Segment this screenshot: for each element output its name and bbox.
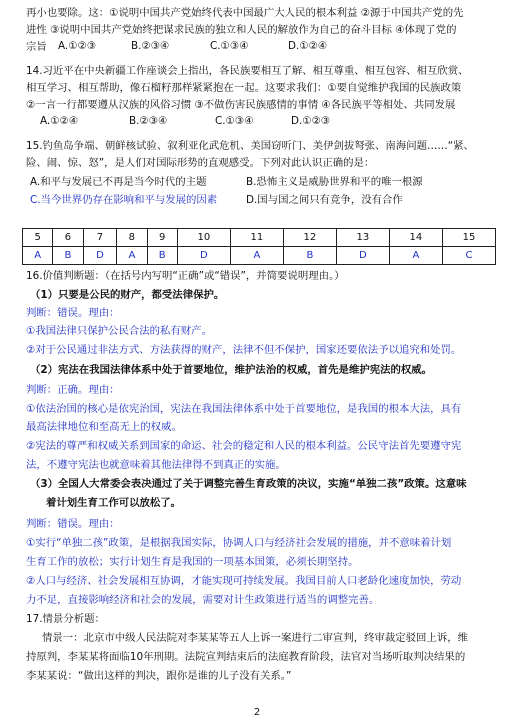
answer-letter: B: [53, 247, 83, 265]
intro-line-1: 再小也要除。这：①说明中国共产党始终代表中国最广大人民的根本利益 ②源于中国共产党的先: [26, 7, 464, 19]
page-number: 2: [253, 707, 261, 718]
q16-answer-2-1: ①依法治国的核心是依宪治国，宪法在我国法律体系中处于首要地位，是我国的根本大法，具有: [26, 403, 462, 415]
q14-option-d: D.①②③: [291, 115, 331, 127]
answer-number: 10: [177, 229, 230, 247]
intro-option-a: A.①②③: [58, 40, 97, 52]
q14-option-a: A.①②④: [40, 115, 79, 127]
q14-line-3: ②一言一行都要遵从汉族的风俗习惯 ③不做伤害民族感情的事情 ④各民族平等相处、共同发展: [26, 99, 456, 111]
answer-number: 7: [83, 229, 117, 247]
answer-number: 15: [442, 229, 495, 247]
answer-letter: B: [283, 247, 336, 265]
q16-answer-3-2: 生育工作的放松；实行计划生育是我国的一项基本国策，必须长期坚持。: [26, 556, 359, 568]
q14-line-2: 相互学习、相互帮助，像石榴籽那样紧紧抱在一起。这要求我们：①要自觉维护我国的民族政策: [26, 82, 462, 94]
q16-answer-1-2: ②对于公民通过非法方式、方法获得的财产，法律不但不保护，国家还要依法予以追究和处罚。: [26, 344, 462, 356]
intro-option-b: B.②③④: [131, 40, 170, 52]
q15-option-c: C.当今世界仍存在影响和平与发展的因素: [30, 194, 218, 206]
q17-paragraph-line-2: 持原判，李某某将面临10年刑期。法院宣判结束后的法庭教育阶段，法官对当场听取判决结果的: [26, 651, 466, 663]
q15-option-b: B.恐怖主义是威胁世界和平的唯一根源: [246, 176, 423, 188]
q16-answer-3-1: ①实行“单独二孩”政策，是根据我国实际，协调人口与经济社会发展的措施，并不意味着计划: [26, 537, 452, 549]
q16-answer-3-4: 力不足，直接影响经济和社会的发展，需要对计生政策进行适当的调整完善。: [26, 594, 380, 606]
q16-title: 16.价值判断题：（在括号内写明“正确”或“错误”，并简要说明理由。）: [26, 270, 345, 282]
q16-answer-2-3: ②宪法的尊严和权威关系到国家的命运、社会的稳定和人民的根本利益。公民守法首先要遵守宪: [26, 440, 462, 452]
q16-answer-1-1: ①我国法律只保护公民合法的私有财产。: [26, 325, 212, 337]
q17-paragraph-line-1: 情景一：北京市中级人民法院对李某某等五人上诉一案进行二审宣判，终审裁定驳回上诉，维: [42, 632, 469, 644]
q16-statement-3-line-2: 着计划生育工作可以放松了。: [46, 497, 182, 509]
q17-paragraph-line-3: 李某某说：“做出这样的判决，跟你是谁的儿子没有关系。”: [26, 670, 292, 682]
answer-letter-row: [23, 247, 496, 265]
q16-answer-3-3: ②人口与经济、社会发展相互协调，才能实现可持续发展。我国目前人口老龄化速度加快，劳动: [26, 575, 462, 587]
q16-statement-1: （1）只要是公民的财产，都受法律保护。: [30, 289, 225, 301]
q16-judgment-2: 判断：正确。理由：: [26, 384, 120, 396]
answer-number: 12: [283, 229, 336, 247]
q15-line-1: 15.钓鱼岛争端、朝鲜核试验、叙利亚化武危机、美国窃听门、美伊剑拔弩张、南海问题……“紧、: [26, 140, 474, 152]
intro-line-3: 宗旨: [26, 41, 47, 53]
answer-letter: A: [23, 247, 53, 265]
answer-letter: A: [230, 247, 283, 265]
answer-letter: D: [83, 247, 117, 265]
intro-line-2: 进性 ③说明中国共产党始终把谋求民族的独立和人民的解放作为自己的奋斗目标 ④体现了党的: [26, 24, 457, 36]
q14-line-1: 14.习近平在中央新疆工作座谈会上指出，各民族要相互了解、相互尊重、相互包容、相互欣赏、: [26, 65, 469, 77]
answer-letter: A: [389, 247, 442, 265]
q16-answer-2-2: 最高法律地位和至高无上的权威。: [26, 421, 182, 433]
q16-judgment-1: 判断：错误。理由：: [26, 307, 120, 319]
q14-option-c: C.①③④: [215, 115, 254, 127]
answer-number: 14: [389, 229, 442, 247]
answer-number: 13: [336, 229, 389, 247]
answer-number: 8: [117, 229, 147, 247]
intro-option-d: D.①②④: [288, 40, 328, 52]
answer-number: 5: [23, 229, 53, 247]
intro-option-c: C.①③④: [210, 40, 249, 52]
answer-letter: B: [147, 247, 177, 265]
answer-letter: D: [336, 247, 389, 265]
q15-option-a: A.和平与发展已不再是当今时代的主题: [30, 176, 207, 188]
answer-letter: A: [117, 247, 147, 265]
q15-line-2: 险、闹、惊、怒”，是人们对国际形势的直观感受。下列对此认识正确的是：: [26, 157, 375, 169]
q16-statement-3-line-1: （3）全国人大常委会表决通过了关于调整完善生育政策的决议，实施“单独二孩”政策。这意味: [30, 478, 467, 490]
q16-statement-2: （2）宪法在我国法律体系中处于首要地位，维护法治的权威，首先是维护宪法的权威。: [30, 364, 433, 376]
q17-title: 17.情景分析题：: [26, 613, 105, 625]
answer-letter: C: [442, 247, 495, 265]
answer-number: 9: [147, 229, 177, 247]
answer-number: 11: [230, 229, 283, 247]
answer-number-row: [23, 229, 496, 247]
q15-option-d: D.国与国之间只有竞争，没有合作: [246, 194, 403, 206]
q16-judgment-3: 判断：错误。理由：: [26, 518, 120, 530]
q16-answer-2-4: 法，不遵守宪法也就意味着其他法律得不到真正的实施。: [26, 459, 286, 471]
answer-letter: D: [177, 247, 230, 265]
answer-number: 6: [53, 229, 83, 247]
answer-table: [22, 228, 496, 265]
q14-option-b: B.②③④: [129, 115, 168, 127]
